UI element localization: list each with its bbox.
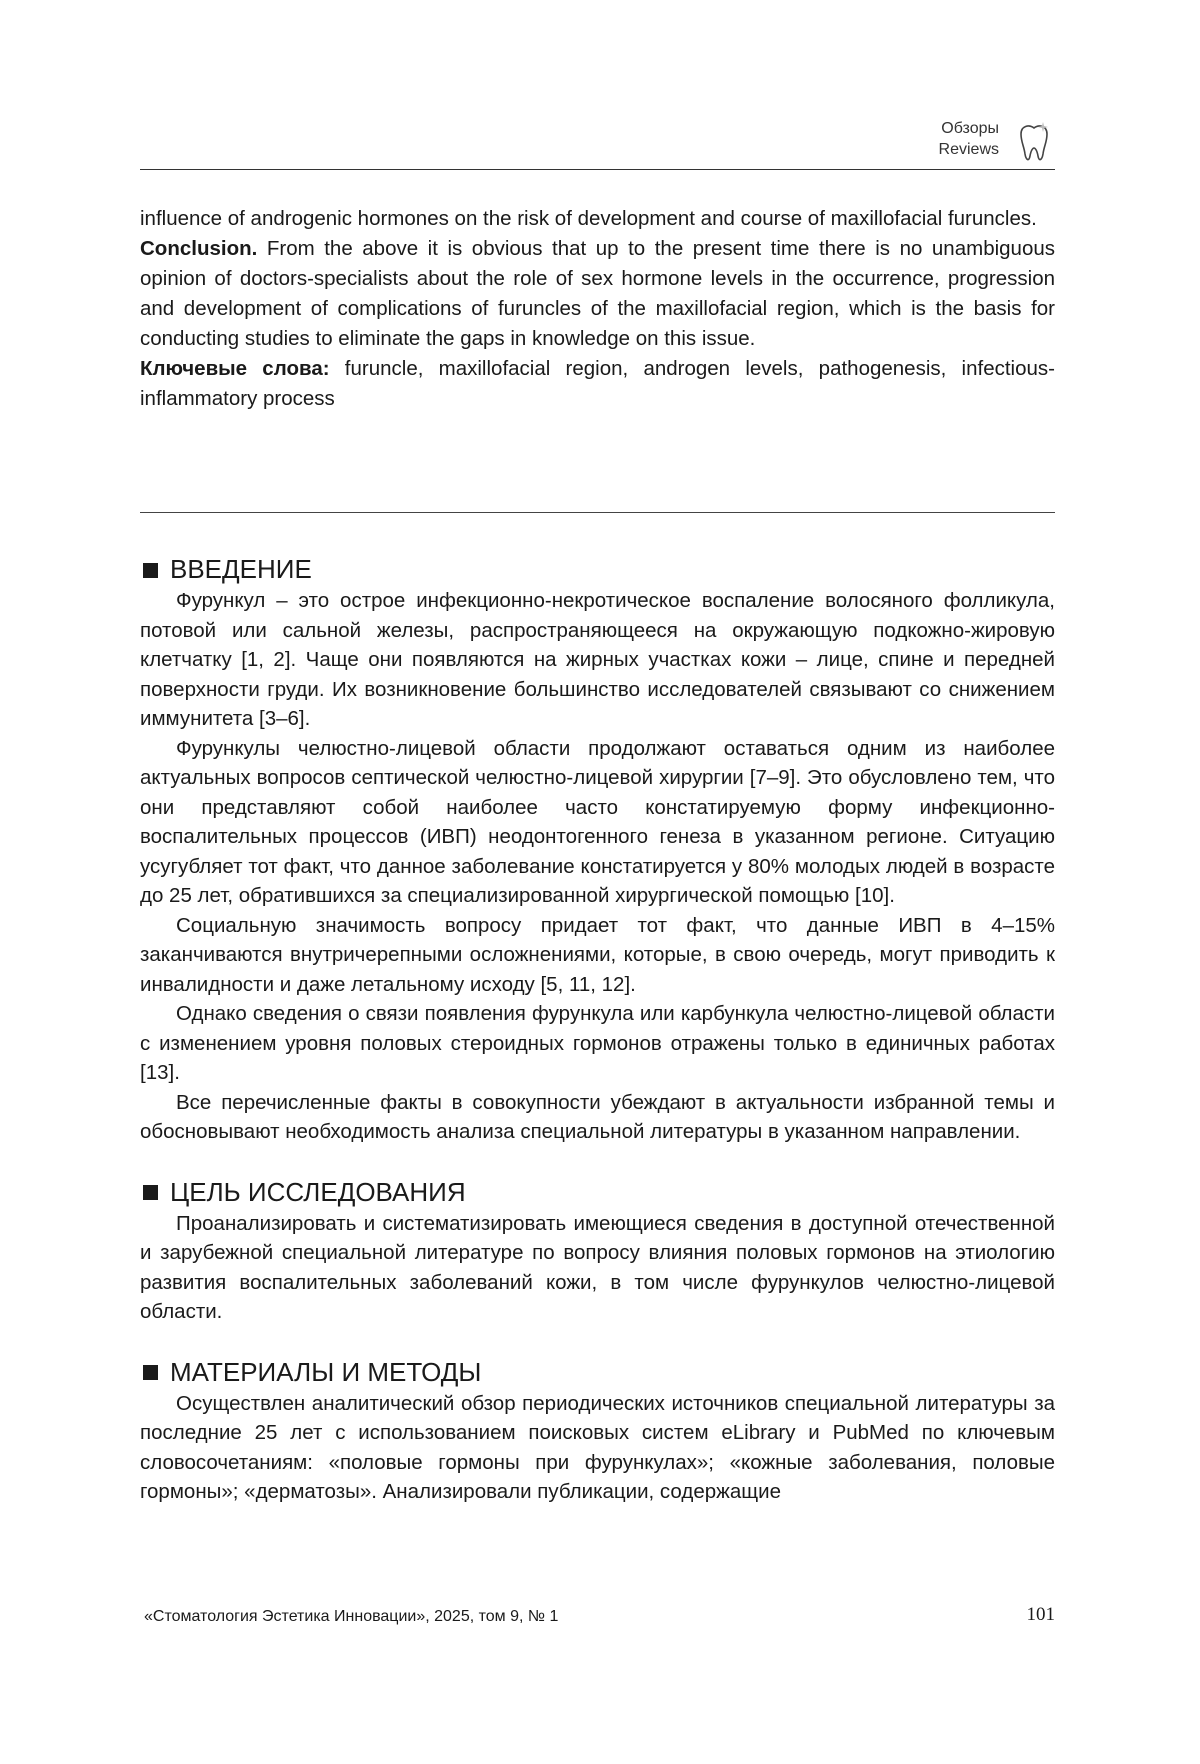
section-heading-aim: ЦЕЛЬ ИССЛЕДОВАНИЯ [140, 1175, 1055, 1209]
abstract-tail [140, 204, 1055, 414]
tooth-icon [1013, 120, 1055, 164]
section-heading-intro: ВВЕДЕНИЕ [140, 552, 1055, 586]
keywords-text: furuncle, maxillofacial region, androgen levels, pathogenesis, infectious-inflammatory process [140, 357, 1055, 410]
keywords-label: Ключевые слова: [140, 357, 330, 380]
article-body [140, 552, 1055, 1507]
square-bullet-icon [143, 1185, 158, 1200]
conclusion-text: From the above it is obvious that up to the present time there is no unambiguous opinion of doctors-specialists about the role of sex hormone levels in the occurrence, progression and development of complications of furuncles of the maxillofacial region, which is the basis for conducting studies to eliminate the gaps in knowledge on this issue. [140, 237, 1055, 350]
journal-citation: «Стоматология Эстетика Инновации», 2025, том 9, № 1 [144, 1608, 559, 1625]
abstract-keywords [140, 354, 1055, 414]
page-number: 101 [1026, 1604, 1055, 1625]
abstract-intro-fragment: influence of androgenic hormones on the risk of development and course of maxillofacial furuncles. [140, 207, 1037, 230]
intro-paragraph: Социальную значимость вопросу придает тот факт, что данные ИВП в 4–15% заканчиваются внутричерепными осложнениями, которые, в свою очередь, могут приводить к инвалидности и даже летальному исходу [5, 11, 12]. [140, 913, 1055, 996]
intro-paragraph: Однако сведения о связи появления фурункула или карбункула челюстно-лицевой области с изменением уровня половых стероидных гормонов отражены только в единичных работах [13]. [140, 1002, 1055, 1084]
square-bullet-icon [143, 1365, 158, 1380]
intro-paragraph: Фурункул – это острое инфекционно-некротическое воспаление волосяного фолликула, потовой или сальной железы, распространяющееся на окружающую подкожно-жировую клетчатку [1, 2]. Чаще они появляются на жирных участках кожи – лице, спине и передней поверхности груди. Их возникновение большинство исследователей связывают со снижением иммунитета [3–6]. [140, 589, 1055, 730]
section-label [939, 118, 999, 160]
abstract-divider [140, 512, 1055, 513]
square-bullet-icon [143, 563, 158, 578]
intro-paragraph: Все перечисленные факты в совокупности убеждают в актуальности избранной темы и обосновывают необходимость анализа специальной литературы в указанном направлении. [140, 1090, 1055, 1143]
methods-paragraph: Осуществлен аналитический обзор периодических источников специальной литературы за последние 25 лет с использованием поисковых систем eLibrary и PubMed по ключевым словосочетаниям: «половые гормоны при фурункулах»; «кожные заболевания, половые гормоны»; «дерматозы». Анализировали публикации, содержащие [140, 1391, 1055, 1503]
intro-paragraph: Фурункулы челюстно-лицевой области продолжают оставаться одним из наиболее актуальных вопросов септической челюстно-лицевой хирургии [7–9]. Это обусловлено тем, что они представляют собой наиболее часто констатируемую форму инфекционно-воспалительных процессов (ИВП) неодонтогенного генеза в указанном регионе. Ситуацию усугубляет тот факт, что данное заболевание констатируется у 80% молодых людей в возрасте до 25 лет, обратившихся за специализированной хирургической помощью [10]. [140, 736, 1055, 907]
aim-paragraph: Проанализировать и систематизировать имеющиеся сведения в доступной отечественной и зарубежной специальной литературе по вопросу влияния половых гормонов на этиологию развития воспалительных заболеваний кожи, в том числе фурункулов челюстно-лицевой области. [140, 1211, 1055, 1323]
abstract-conclusion [140, 234, 1055, 354]
section-heading-methods: МАТЕРИАЛЫ И МЕТОДЫ [140, 1355, 1055, 1389]
section-label-ru: Обзоры [941, 120, 999, 137]
section-label-en: Reviews [938, 141, 999, 158]
conclusion-label: Conclusion. [140, 237, 258, 260]
running-header [140, 114, 1055, 170]
